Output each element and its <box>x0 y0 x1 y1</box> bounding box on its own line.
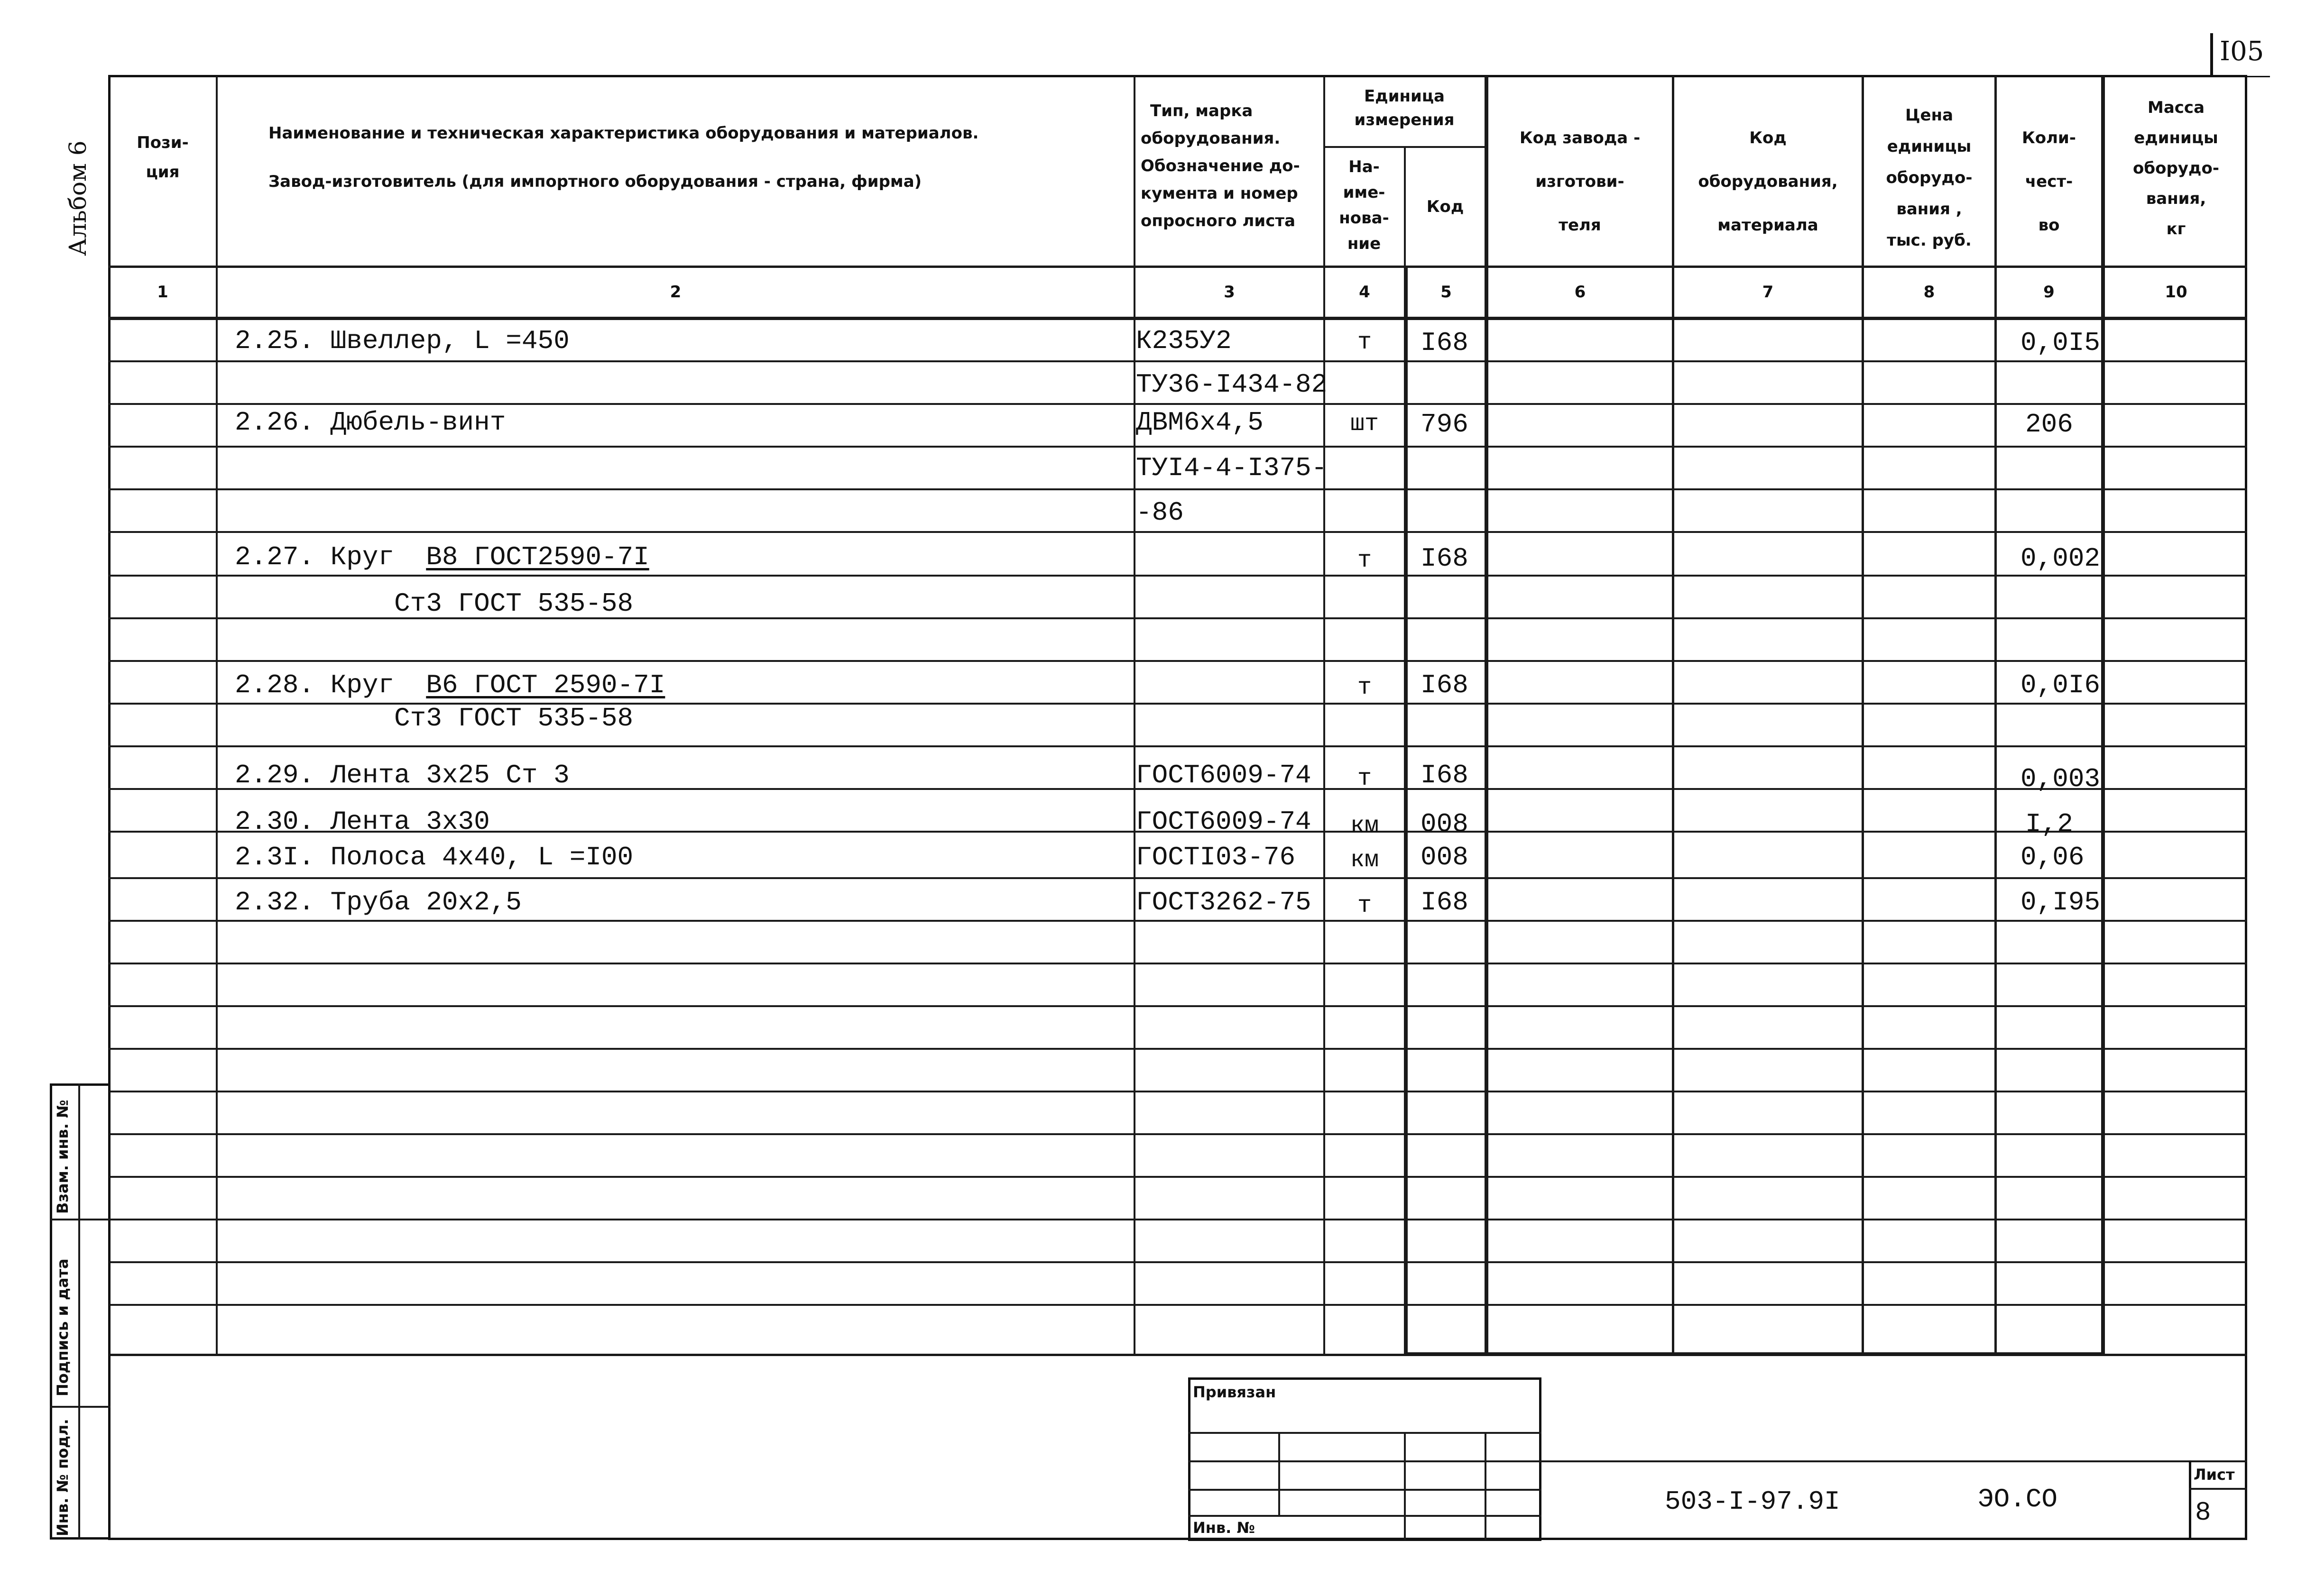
document-designation: 503-I-97.9I <box>1665 1486 1840 1517</box>
row-unit: т <box>1357 765 1372 792</box>
side-stamp-replace: Взам. инв. № <box>54 1100 72 1214</box>
row-unit: шт <box>1350 411 1379 438</box>
header-position: Пози- ция <box>137 133 189 182</box>
header-price: Цена единицы оборудо- вания , тыс. руб. <box>1886 106 1973 250</box>
header-unit-code: Код <box>1426 197 1464 216</box>
row-name: 2.32. Труба 20х2,5 <box>235 887 522 917</box>
header-quantity: Коли- чест- во <box>2022 128 2076 235</box>
inventory-label: Инв. № <box>1193 1519 1255 1537</box>
page-number: I05 <box>2220 36 2264 67</box>
row-unit: км <box>1350 847 1379 874</box>
document-section: ЭО.СО <box>1978 1484 2058 1514</box>
row-name: Ст3 ГОСТ 535-58 <box>235 703 634 734</box>
row-doc: К235У2 <box>1136 326 1232 356</box>
row-name: 2.28. Круг В6 ГОСТ 2590-7I <box>235 670 665 700</box>
row-doc: ГОСТ6009-74 <box>1136 807 1311 837</box>
row-code: 008 <box>1421 809 1468 839</box>
sheet-number: 8 <box>2195 1497 2211 1528</box>
row-unit: км <box>1350 813 1379 840</box>
column-number-6: 6 <box>1574 283 1586 302</box>
row-name: Ст3 ГОСТ 535-58 <box>235 588 634 619</box>
row-code: 796 <box>1421 409 1468 440</box>
row-code: 008 <box>1421 842 1468 872</box>
row-doc: ГОСТI03-76 <box>1136 842 1296 872</box>
binding-label: Привязан <box>1193 1383 1276 1401</box>
row-name: 2.25. Швеллер, L =450 <box>235 326 570 356</box>
row-doc: ТУ36-I434-82 <box>1136 369 1328 400</box>
row-doc: ДВМ6х4,5 <box>1136 407 1264 438</box>
row-doc: -86 <box>1136 497 1184 528</box>
column-number-10: 10 <box>2165 283 2187 302</box>
row-code: I68 <box>1421 328 1468 358</box>
column-number-2: 2 <box>670 283 682 302</box>
row-unit: т <box>1357 892 1372 919</box>
header-name: Наименование и техническая характеристика оборудования и материалов. Завод-изготовитель (для импортного оборудования - страна, фирма) <box>268 124 979 191</box>
column-number-5: 5 <box>1440 283 1452 302</box>
row-code: I68 <box>1421 543 1468 574</box>
row-code: I68 <box>1421 887 1468 917</box>
album-label: Альбом 6 <box>64 140 92 256</box>
header-plant-code: Код завода - изготови- теля <box>1519 128 1641 235</box>
column-number-9: 9 <box>2043 283 2055 302</box>
row-doc: ГОСТ3262-75 <box>1136 887 1311 917</box>
row-code: I68 <box>1421 760 1468 790</box>
row-name: 2.3I. Полоса 4х40, L =I00 <box>235 842 634 872</box>
row-name: 2.26. Дюбель-винт <box>235 407 506 438</box>
row-unit: т <box>1357 547 1372 574</box>
column-number-3: 3 <box>1224 283 1235 302</box>
row-quantity: 206 <box>2025 409 2073 440</box>
row-name: 2.30. Лента 3х30 <box>235 807 490 837</box>
row-quantity: 0,0I5 <box>2020 328 2101 358</box>
row-name: 2.29. Лента 3х25 Ст 3 <box>235 760 570 790</box>
row-code: I68 <box>1421 670 1468 700</box>
row-quantity: 0,06 <box>2020 842 2085 872</box>
row-quantity: 0,0I6 <box>2020 670 2101 700</box>
row-quantity: I,2 <box>2025 809 2073 839</box>
header-mass: Масса единицы оборудо- вания, кг <box>2133 98 2219 238</box>
row-quantity: 0,I95 <box>2020 887 2101 917</box>
header-type: Тип, марка оборудования. Обозначение до- кумента и номер опросного листа <box>1141 101 1300 230</box>
column-number-4: 4 <box>1359 283 1370 302</box>
row-doc: ТУI4-4-I375- <box>1136 453 1328 483</box>
column-number-8: 8 <box>1923 283 1935 302</box>
row-name: 2.27. Круг В8 ГОСТ2590-7I <box>235 542 649 572</box>
sheet-label: Лист <box>2194 1466 2235 1484</box>
row-doc: ГОСТ6009-74 <box>1136 760 1311 790</box>
row-quantity: 0,002 <box>2020 543 2101 574</box>
side-stamp-inventory: Инв. № подл. <box>54 1419 72 1536</box>
row-unit: т <box>1357 329 1372 356</box>
side-stamp-signature: Подпись и дата <box>54 1258 72 1396</box>
column-number-7: 7 <box>1762 283 1774 302</box>
header-unit-group: Единица измерения <box>1354 87 1455 129</box>
row-unit: т <box>1357 674 1372 701</box>
column-number-1: 1 <box>157 283 168 302</box>
header-unit-name: На- име- нова- ние <box>1339 157 1389 253</box>
header-equipment-code: Код оборудования, материала <box>1698 128 1838 235</box>
row-quantity: 0,003 <box>2020 764 2101 794</box>
